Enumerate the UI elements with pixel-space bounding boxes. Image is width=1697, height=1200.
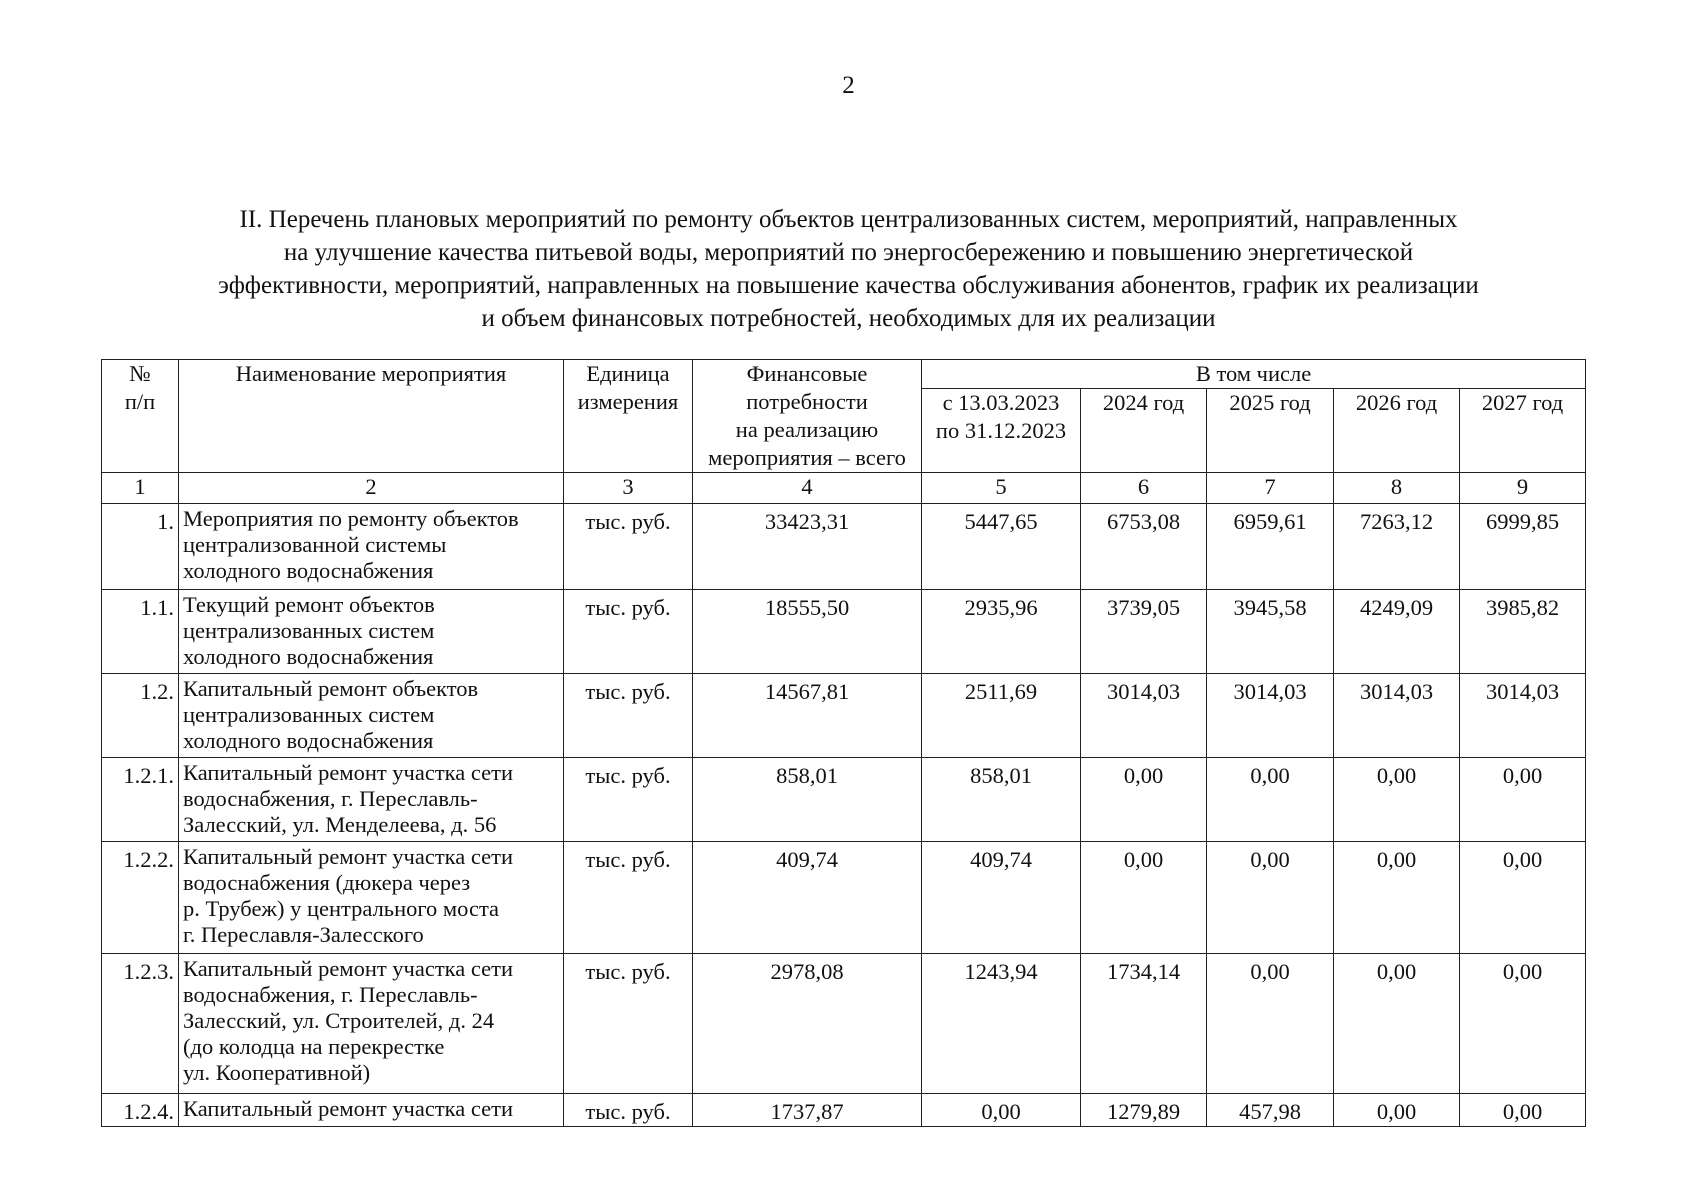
row-name: Капитальный ремонт участка сети водоснабжения, г. Переславль- Залесский, ул. Строителей, д. 24 (до колодца на перекрестке ул. Кооперативной) (179, 954, 564, 1094)
header-2025: 2025 год (1207, 389, 1334, 473)
row-2024: 6753,08 (1081, 504, 1207, 590)
row-period: 409,74 (922, 842, 1081, 954)
row-total: 33423,31 (693, 504, 922, 590)
document-title (110, 203, 1587, 335)
row-period: 858,01 (922, 758, 1081, 842)
row-period: 2935,96 (922, 590, 1081, 674)
title-line: II. Перечень плановых мероприятий по ремонту объектов централизованных систем, мероприятий, направленных (239, 206, 1458, 233)
row-2025: 0,00 (1207, 758, 1334, 842)
row-number: 1.2.1. (102, 758, 179, 842)
row-period: 5447,65 (922, 504, 1081, 590)
row-2026: 0,00 (1334, 842, 1460, 954)
row-period: 0,00 (922, 1094, 1081, 1127)
table-row (102, 1094, 1586, 1127)
row-total: 1737,87 (693, 1094, 922, 1127)
header-total: Финансовые потребности на реализацию мероприятия – всего (693, 360, 922, 473)
title-line: на улучшение качества питьевой воды, мероприятий по энергосбережению и повышению энергетической (283, 239, 1414, 266)
header-2026: 2026 год (1334, 389, 1460, 473)
row-2025: 0,00 (1207, 842, 1334, 954)
header-period: с 13.03.2023 по 31.12.2023 (922, 389, 1081, 473)
column-number: 3 (564, 473, 693, 504)
row-number: 1.2.2. (102, 842, 179, 954)
header-row (102, 360, 1586, 389)
row-unit: тыс. руб. (564, 954, 693, 1094)
column-number: 8 (1334, 473, 1460, 504)
column-number-row (102, 473, 1586, 504)
row-unit: тыс. руб. (564, 758, 693, 842)
title-line: эффективности, мероприятий, направленных на повышение качества обслуживания абонентов, график их реализации (218, 272, 1479, 299)
row-name: Капитальный ремонт участка сети водоснабжения (дюкера через р. Трубеж) у центрального моста г. Переславля-Залесского (179, 842, 564, 954)
row-total: 409,74 (693, 842, 922, 954)
row-number: 1.2.3. (102, 954, 179, 1094)
row-name: Текущий ремонт объектов централизованных систем холодного водоснабжения (179, 590, 564, 674)
row-2027: 0,00 (1460, 1094, 1586, 1127)
header-2027: 2027 год (1460, 389, 1586, 473)
page-number: 2 (842, 72, 855, 99)
column-number: 4 (693, 473, 922, 504)
row-total: 858,01 (693, 758, 922, 842)
column-number: 9 (1460, 473, 1586, 504)
table-row (102, 758, 1586, 842)
table-row (102, 674, 1586, 758)
row-total: 18555,50 (693, 590, 922, 674)
row-2027: 3985,82 (1460, 590, 1586, 674)
header-num: № п/п (102, 360, 179, 473)
column-number: 7 (1207, 473, 1334, 504)
title-line: и объем финансовых потребностей, необходимых для их реализации (481, 305, 1216, 332)
row-2027: 0,00 (1460, 954, 1586, 1094)
row-2025: 3014,03 (1207, 674, 1334, 758)
header-unit: Единица измерения (564, 360, 693, 473)
row-unit: тыс. руб. (564, 1094, 693, 1127)
row-2024: 3014,03 (1081, 674, 1207, 758)
row-2025: 3945,58 (1207, 590, 1334, 674)
row-2025: 6959,61 (1207, 504, 1334, 590)
row-total: 2978,08 (693, 954, 922, 1094)
table-row (102, 954, 1586, 1094)
row-2025: 0,00 (1207, 954, 1334, 1094)
row-2024: 0,00 (1081, 758, 1207, 842)
row-2024: 1279,89 (1081, 1094, 1207, 1127)
row-name: Капитальный ремонт участка сети (179, 1094, 564, 1127)
column-number: 2 (179, 473, 564, 504)
row-total: 14567,81 (693, 674, 922, 758)
row-name: Мероприятия по ремонту объектов централизованной системы холодного водоснабжения (179, 504, 564, 590)
row-name: Капитальный ремонт участка сети водоснабжения, г. Переславль- Залесский, ул. Менделеева, д. 56 (179, 758, 564, 842)
row-2024: 1734,14 (1081, 954, 1207, 1094)
row-number: 1.2.4. (102, 1094, 179, 1127)
row-2026: 4249,09 (1334, 590, 1460, 674)
row-2024: 3739,05 (1081, 590, 1207, 674)
row-period: 2511,69 (922, 674, 1081, 758)
row-2026: 3014,03 (1334, 674, 1460, 758)
header-group: В том числе (922, 360, 1586, 389)
row-2027: 6999,85 (1460, 504, 1586, 590)
row-number: 1. (102, 504, 179, 590)
table-row (102, 842, 1586, 954)
row-2026: 0,00 (1334, 954, 1460, 1094)
row-2025: 457,98 (1207, 1094, 1334, 1127)
row-period: 1243,94 (922, 954, 1081, 1094)
table-row (102, 504, 1586, 590)
row-2027: 0,00 (1460, 758, 1586, 842)
row-unit: тыс. руб. (564, 842, 693, 954)
measures-table (101, 359, 1586, 1127)
header-name: Наименование мероприятия (179, 360, 564, 473)
row-2026: 0,00 (1334, 758, 1460, 842)
row-name: Капитальный ремонт объектов централизованных систем холодного водоснабжения (179, 674, 564, 758)
column-number: 1 (102, 473, 179, 504)
column-number: 6 (1081, 473, 1207, 504)
row-number: 1.1. (102, 590, 179, 674)
column-number: 5 (922, 473, 1081, 504)
row-2024: 0,00 (1081, 842, 1207, 954)
row-unit: тыс. руб. (564, 674, 693, 758)
row-unit: тыс. руб. (564, 590, 693, 674)
table-row (102, 590, 1586, 674)
row-unit: тыс. руб. (564, 504, 693, 590)
row-2027: 3014,03 (1460, 674, 1586, 758)
row-2026: 7263,12 (1334, 504, 1460, 590)
row-2027: 0,00 (1460, 842, 1586, 954)
header-2024: 2024 год (1081, 389, 1207, 473)
row-2026: 0,00 (1334, 1094, 1460, 1127)
row-number: 1.2. (102, 674, 179, 758)
